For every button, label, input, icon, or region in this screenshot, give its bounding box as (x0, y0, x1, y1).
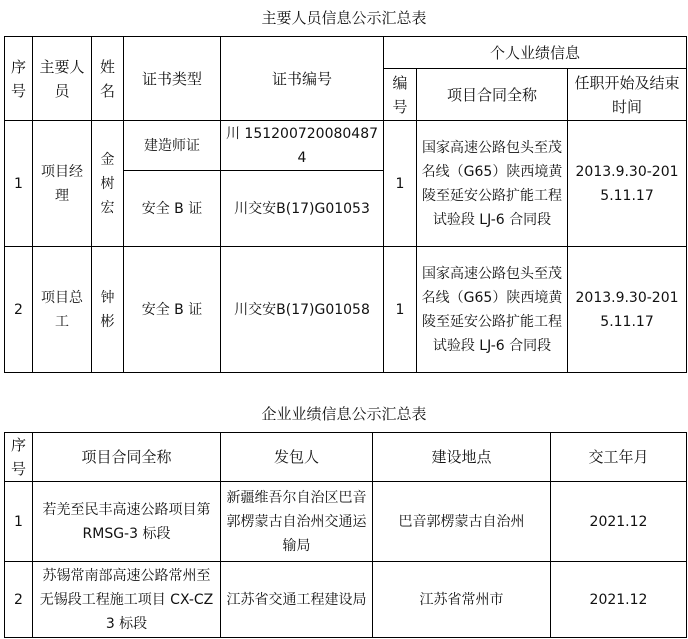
t2-row1-project: 若羌至民丰高速公路项目第 RMSG-3 标段 (33, 482, 221, 562)
row2-role: 项目总工 (33, 247, 92, 373)
enterprise-table (4, 432, 687, 638)
row1-role: 项目经理 (33, 121, 92, 247)
row2-term: 2013.9.30-2015.11.17 (568, 247, 687, 373)
header-idx: 编号 (384, 69, 417, 121)
table-row (5, 121, 687, 171)
t2-row2-employer: 江苏省交通工程建设局 (221, 562, 373, 638)
row1-project: 国家高速公路包头至茂名线（G65）陕西境黄陵至延安公路扩能工程试验段 LJ-6 合同段 (417, 121, 568, 247)
row1-cert1-type: 建造师证 (124, 121, 221, 171)
header-cert-type: 证书类型 (124, 37, 221, 121)
header2-location: 建设地点 (373, 433, 551, 482)
row2-project: 国家高速公路包头至茂名线（G65）陕西境黄陵至延安公路扩能工程试验段 LJ-6 合同段 (417, 247, 568, 373)
header-personal-performance: 个人业绩信息 (384, 37, 687, 69)
t2-row2-completion: 2021.12 (551, 562, 687, 638)
row1-cert2-type: 安全 B 证 (124, 171, 221, 247)
row2-name: 钟彬 (92, 247, 124, 373)
header-project: 项目合同全称 (417, 69, 568, 121)
row2-cert-no: 川交安B(17)G01058 (221, 247, 384, 373)
header2-seq: 序号 (5, 433, 33, 482)
t2-row2-project: 苏锡常南部高速公路常州至无锡段工程施工项目 CX-CZ3 标段 (33, 562, 221, 638)
table1-title: 主要人员信息公示汇总表 (261, 9, 427, 27)
header2-employer: 发包人 (221, 433, 373, 482)
table-row (5, 562, 687, 638)
row1-cert2-no: 川交安B(17)G01053 (221, 171, 384, 247)
header-cert-no: 证书编号 (221, 37, 384, 121)
row1-name: 金树宏 (92, 121, 124, 247)
row1-term: 2013.9.30-2015.11.17 (568, 121, 687, 247)
t2-row1-employer: 新疆维吾尔自治区巴音郭楞蒙古自治州交通运输局 (221, 482, 373, 562)
header2-project: 项目合同全称 (33, 433, 221, 482)
t2-row1-completion: 2021.12 (551, 482, 687, 562)
header-role: 主要人员 (33, 37, 92, 121)
table-row (5, 482, 687, 562)
row2-cert-type: 安全 B 证 (124, 247, 221, 373)
header-name: 姓名 (92, 37, 124, 121)
t2-row2-location: 江苏省常州市 (373, 562, 551, 638)
row2-seq: 2 (5, 247, 33, 373)
t2-row1-location: 巴音郭楞蒙古自治州 (373, 482, 551, 562)
header2-completion: 交工年月 (551, 433, 687, 482)
row1-seq: 1 (5, 121, 33, 247)
table-row (5, 247, 687, 373)
personnel-table (4, 36, 687, 373)
header-term: 任职开始及结束时间 (568, 69, 687, 121)
row1-cert1-no: 川 1512007200804874 (221, 121, 384, 171)
t2-row2-seq: 2 (5, 562, 33, 638)
table2-title: 企业业绩信息公示汇总表 (261, 405, 427, 423)
row1-idx: 1 (384, 121, 417, 247)
row2-idx: 1 (384, 247, 417, 373)
t2-row1-seq: 1 (5, 482, 33, 562)
header-seq: 序号 (5, 37, 33, 121)
